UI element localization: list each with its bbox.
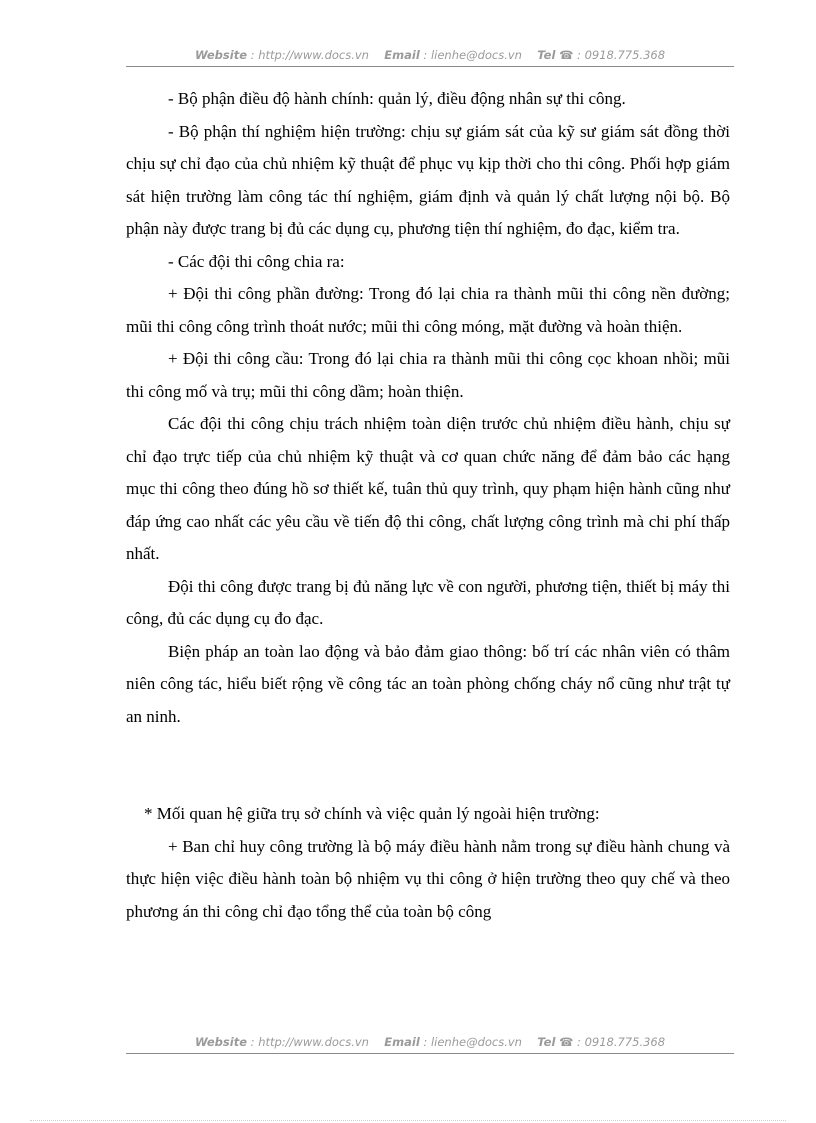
paragraph-site-command: + Ban chỉ huy công trường là bộ máy điều hành nằm trong sự điều hành chung và thực hiện việc điều hành toàn bộ nhiệm vụ thi công ở hiện trường theo quy chế và theo phương án thi công chỉ đạo tổng thể của toàn bộ công <box>126 836 730 921</box>
paragraph-team-responsibility: Các đội thi công chịu trách nhiệm toàn diện trước chủ nhiệm điều hành, chịu sự chỉ đạo trực tiếp của chủ nhiệm kỹ thuật và cơ quan chức năng để đảm bảo các hạng mục thi công theo đúng hồ sơ thiết kế, tuân thủ quy trình, quy phạm hiện hành cũng như đáp ứng cao nhất các yêu cầu về tiến độ thi công, chất lượng công trình mà chi phí thấp nhất. <box>126 414 730 563</box>
header-website-link[interactable]: : http://www.docs.vn <box>250 48 369 62</box>
header-email-label: Email <box>384 48 420 62</box>
footer-tel-value: ☎ : 0918.775.368 <box>559 1035 666 1049</box>
section-heading-relationship: * Mối quan hệ giữa trụ sở chính và việc quản lý ngoài hiện trường: <box>144 804 600 823</box>
paragraph-safety-measures: Biện pháp an toàn lao động và bảo đảm giao thông: bố trí các nhân viên có thâm niên công tác, hiểu biết rộng về công tác an toàn phòng chống cháy nổ cũng như trật tự an ninh. <box>126 641 730 726</box>
paragraph-testing-dept: - Bộ phận thí nghiệm hiện trường: chịu sự giám sát của kỹ sư giám sát đồng thời chịu sự chỉ đạo của chủ nhiệm kỹ thuật để phục vụ kịp thời cho thi công. Phối hợp giám sát hiện trường làm công tác thí nghiệm, giám định và quản lý chất lượng nội bộ. Bộ phận này được trang bị đủ các dụng cụ, phương tiện thí nghiệm, đo đạc, kiểm tra. <box>126 121 730 238</box>
header-tel-label: Tel <box>537 48 556 62</box>
header-email-link[interactable]: : lienhe@docs.vn <box>423 48 522 62</box>
footer-divider <box>126 1053 734 1054</box>
footer-email-link[interactable]: : lienhe@docs.vn <box>423 1035 522 1049</box>
document-body <box>126 83 730 928</box>
footer-tel-label: Tel <box>537 1035 556 1049</box>
footer-email-label: Email <box>384 1035 420 1049</box>
footer-website-link[interactable]: : http://www.docs.vn <box>250 1035 369 1049</box>
header-divider <box>126 66 734 67</box>
page-footer <box>126 1035 734 1049</box>
page-edge-divider <box>30 1120 786 1121</box>
paragraph-road-team: + Đội thi công phần đường: Trong đó lại chia ra thành mũi thi công nền đường; mũi thi công công trình thoát nước; mũi thi công móng, mặt đường và hoàn thiện. <box>126 284 730 336</box>
footer-website-label: Website <box>194 1035 248 1049</box>
header-tel-value: ☎ : 0918.775.368 <box>559 48 666 62</box>
paragraph-team-equipment: Đội thi công được trang bị đủ năng lực về con người, phương tiện, thiết bị máy thi công, đủ các dụng cụ đo đạc. <box>126 576 730 628</box>
paragraph-bridge-team: + Đội thi công cầu: Trong đó lại chia ra thành mũi thi công cọc khoan nhồi; mũi thi công mố và trụ; mũi thi công dầm; hoàn thiện. <box>126 349 730 401</box>
section-spacer <box>126 733 730 798</box>
paragraph-teams-split: - Các đội thi công chia ra: <box>168 251 345 271</box>
header-website-label: Website <box>194 48 248 62</box>
page-header <box>126 48 734 62</box>
paragraph-admin-dept: - Bộ phận điều độ hành chính: quản lý, điều động nhân sự thi công. <box>168 89 626 108</box>
